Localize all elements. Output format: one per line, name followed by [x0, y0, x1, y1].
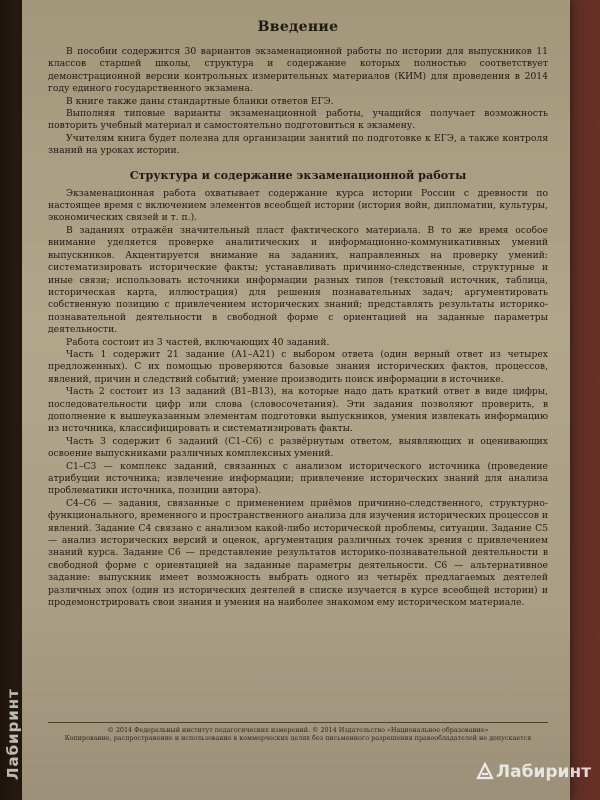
section-paragraph: С4–С6 — задания, связанные с применением приёмов причинно-следственного, структурно-функционального, временного и пространственного анализа для изучения исторических процессов и явлений. Задание С4 связано с анализом какой-либо исторической проблемы, ситуации. Задание С5 — анализ исторических версий и оценок, аргументация различных точек зрения с привлечением знаний курса. Задание С6 — представление результатов историко-познавательной деятельности в свободной форме с ориентацией на заданные параметры деятельности. С6 — альтернативное задание: выпускник имеет возможность выбрать одного из четырёх предлагаемых деятелей различных эпох (один из исторических деятелей в списке изучается в курсе всеобщей истории) и продемонстрировать свои знания и умения на наиболее знакомом ему историческом материале. — [48, 497, 548, 609]
intro-paragraph: В книге также даны стандартные бланки ответов ЕГЭ. — [66, 95, 334, 107]
intro-paragraph: В пособии содержится 30 вариантов экзаменационной работы по истории для выпускников 11 классов старшей школы, структура и содержание которых полностью соответствует демонстрационной версии контрольных измерительных материалов (КИМ) для проведения в 2014 году единого государственного экзамена. — [48, 46, 548, 95]
page-content — [48, 18, 548, 609]
section-paragraph: Работа состоит из 3 частей, включающих 40 заданий. — [66, 336, 330, 348]
labirint-watermark-left: Лабиринт — [4, 688, 22, 780]
section-paragraph: Часть 3 содержит 6 заданий (С1–С6) с развёрнутым ответом, выявляющих и оценивающих освоение выпускниками различных комплексных умений. — [48, 435, 548, 460]
section-title: Структура и содержание экзаменационной работы — [129, 167, 467, 182]
footer-rights-line: Копирование, распространение и использование в коммерческих целях без письменного разрешения правообладателей не допускается — [64, 734, 532, 743]
labirint-watermark-text: Лабиринт — [496, 762, 592, 782]
labirint-logo-icon — [476, 762, 494, 780]
section-paragraph: С1–С3 — комплекс заданий, связанных с анализом исторического источника (проведение атрибуции источника; извлечение информации; привлечение исторических знаний для анализа проблематики источника, позиции автора). — [48, 460, 548, 497]
page-title: Введение — [257, 19, 339, 35]
copyright-footer — [48, 722, 548, 742]
footer-copyright-line: © 2014 Федеральный институт педагогических измерений. © 2014 Издательство «Национальное образование» — [107, 726, 489, 734]
section-paragraph: В заданиях отражён значительный пласт фактического материала. В то же время особое внимание уделяется проверке аналитических и информационно-коммуникативных умений выпускников. Акцентируется внимание на заданиях, направленных на проверку умений: систематизировать исторические факты; устанавливать причинно-следственные, структурные и иные связи; использовать источники информации разных типов (текстовый источник, таблица, историческая карта, иллюстрация) для решения познавательных задач; аргументировать собственную позицию с привлечением исторических знаний; представлять результаты историко-познавательной деятельности в свободной форме с ориентацией на заданные параметры деятельности. — [48, 224, 548, 336]
section-paragraph: Экзаменационная работа охватывает содержание курса истории России с древности по настоящее время с включением элементов всеобщей истории (история войн, дипломатии, культуры, экономических связей и т. п.). — [48, 187, 548, 224]
labirint-watermark-right — [476, 762, 591, 782]
section-paragraph: Часть 1 содержит 21 задание (А1–А21) с выбором ответа (один верный ответ из четырех предложенных). С их помощью проверяются базовые знания исторических фактов, процессов, явлений, причин и следствий событий; умение производить поиск информации в источнике. — [48, 348, 548, 385]
book-page — [22, 0, 570, 800]
section-paragraph: Часть 2 состоит из 13 заданий (В1–В13), на которые надо дать краткий ответ в виде цифры, последовательности цифр или слова (словосочетания). Эти задания позволяют проверить, в дополнение к вышеуказанным элементам подготовки выпускников, умения извлекать информацию из источника, классифицировать и систематизировать факты. — [48, 386, 548, 435]
intro-paragraph: Выполняя типовые варианты экзаменационной работы, учащийся получает возможность повторить учебный материал и самостоятельно подготовиться к экзамену. — [48, 108, 548, 132]
intro-paragraph: Учителям книга будет полезна для организации занятий по подготовке к ЕГЭ, а также контроля знаний на уроках истории. — [48, 132, 548, 157]
